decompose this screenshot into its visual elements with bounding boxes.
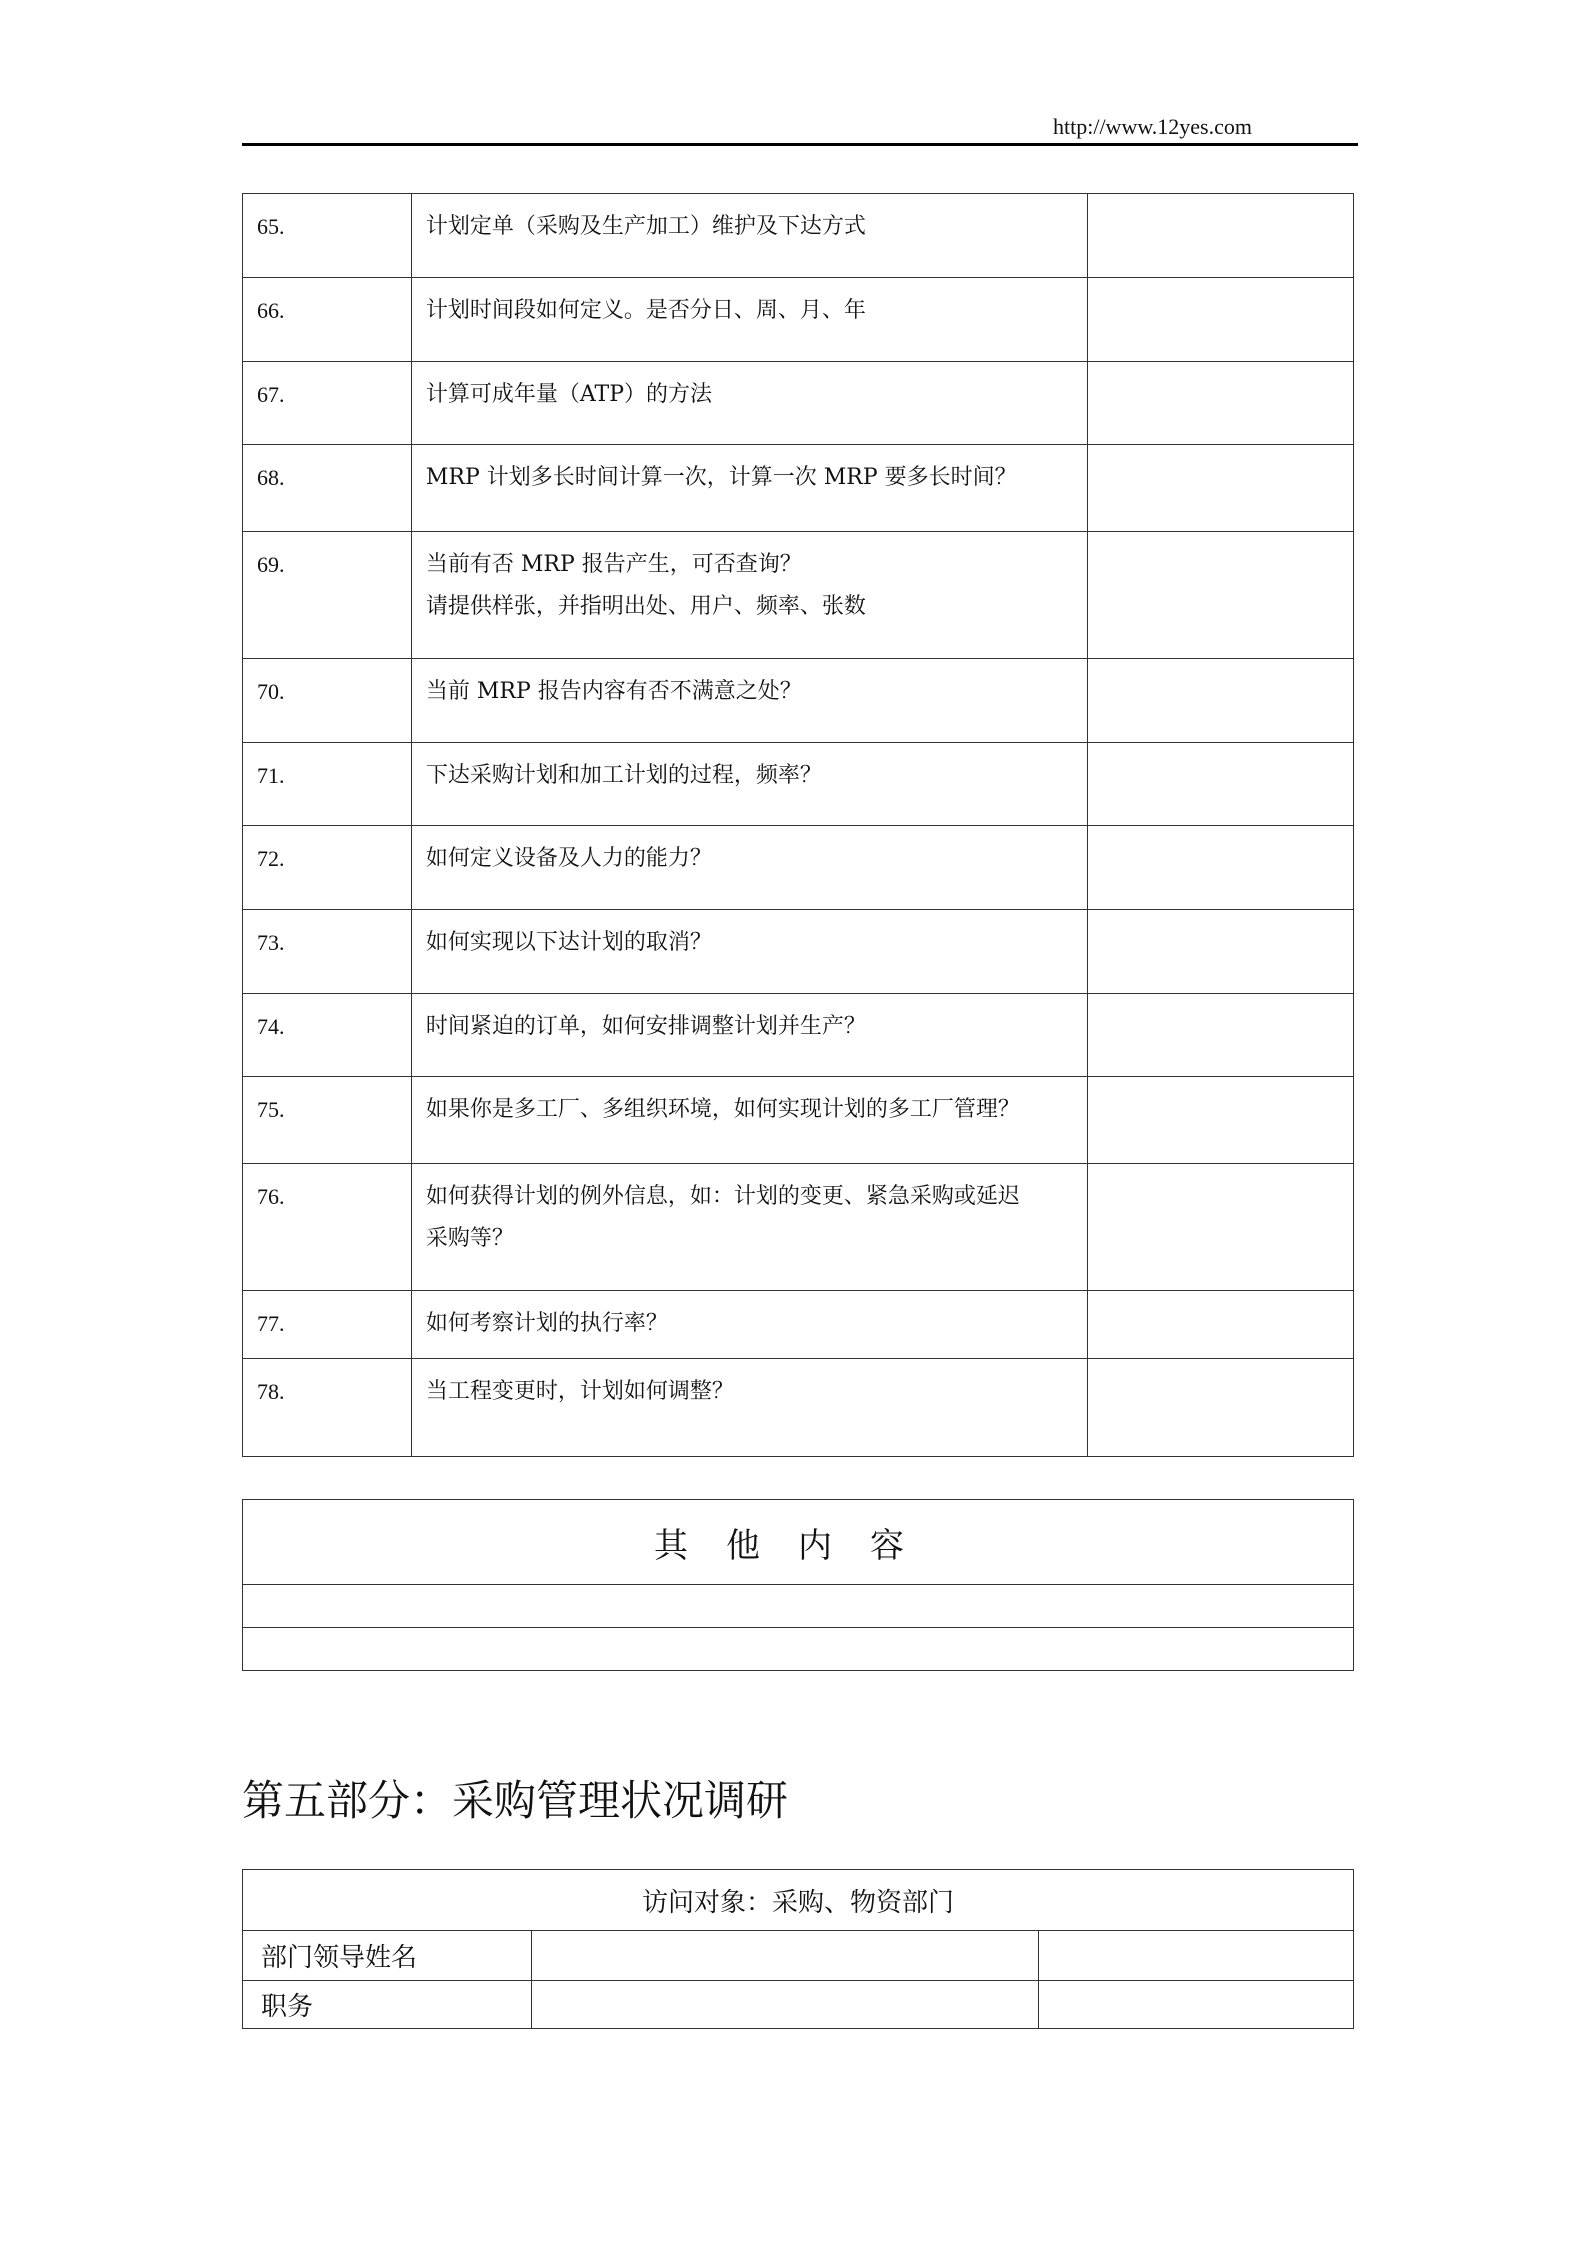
question-text (411, 994, 1087, 1077)
answer-cell[interactable] (1088, 994, 1354, 1077)
question-line: 如何实现以下达计划的取消？ (425, 930, 712, 955)
question-text (411, 910, 1087, 994)
interview-table (242, 1869, 1354, 2029)
field-label: 职务 (243, 1981, 532, 2029)
question-number: 68. (243, 445, 412, 532)
answer-cell[interactable] (1088, 532, 1354, 659)
question-line: 当前有否 MRP 报告产生，可否查询？ (425, 552, 802, 577)
answer-cell[interactable] (1088, 445, 1354, 532)
answer-cell[interactable] (1088, 1164, 1354, 1291)
question-number: 72. (243, 826, 412, 910)
field-value[interactable] (531, 1981, 1039, 2029)
interview-target: 访问对象：采购、物资部门 (243, 1870, 1354, 1931)
question-text (411, 826, 1087, 910)
table-row (243, 278, 1354, 362)
field-extra[interactable] (1039, 1931, 1354, 1981)
table-row (243, 1077, 1354, 1164)
question-text (411, 1077, 1087, 1164)
table-row (243, 1359, 1354, 1457)
question-number: 69. (243, 532, 412, 659)
question-line: 如何考察计划的执行率？ (425, 1311, 668, 1336)
question-line: 当工程变更时，计划如何调整？ (425, 1379, 734, 1404)
question-text (411, 1359, 1087, 1457)
table-row (243, 659, 1354, 743)
table-row (243, 826, 1354, 910)
question-line: 采购等？ (425, 1226, 514, 1251)
other-content-title: 其他内容 (243, 1500, 1354, 1585)
question-line: 请提供样张，并指明出处、用户、频率、张数 (425, 594, 866, 619)
table-row (243, 532, 1354, 659)
question-text (411, 445, 1087, 532)
question-line: 下达采购计划和加工计划的过程，频率？ (425, 763, 822, 788)
answer-cell[interactable] (1088, 910, 1354, 994)
question-line: 如果你是多工厂、多组织环境，如何实现计划的多工厂管理？ (425, 1097, 1020, 1122)
question-text (411, 194, 1087, 278)
field-label: 部门领导姓名 (243, 1931, 532, 1981)
question-line: 如何获得计划的例外信息，如：计划的变更、紧急采购或延迟 (425, 1184, 1020, 1209)
answer-cell[interactable] (1088, 659, 1354, 743)
header-rule (242, 143, 1358, 146)
answer-cell[interactable] (1088, 743, 1354, 826)
answer-cell[interactable] (1088, 278, 1354, 362)
question-text (411, 743, 1087, 826)
question-text (411, 659, 1087, 743)
header-url: http://www.12yes.com (1053, 114, 1252, 139)
question-number: 76. (243, 1164, 412, 1291)
field-value[interactable] (531, 1931, 1039, 1981)
question-line: 如何定义设备及人力的能力？ (425, 846, 712, 871)
question-number: 77. (243, 1291, 412, 1359)
questions-table (242, 193, 1354, 1457)
field-extra[interactable] (1039, 1981, 1354, 2029)
other-content-row (243, 1628, 1354, 1671)
question-line: 计算可成年量（ATP）的方法 (425, 382, 713, 407)
answer-cell[interactable] (1088, 826, 1354, 910)
section-heading: 第五部分：采购管理状况调研 (242, 1776, 789, 1825)
other-content-row (243, 1585, 1354, 1628)
question-number: 78. (243, 1359, 412, 1457)
table-row (243, 994, 1354, 1077)
question-text (411, 532, 1087, 659)
question-number: 70. (243, 659, 412, 743)
question-text (411, 362, 1087, 445)
question-line: 当前 MRP 报告内容有否不满意之处？ (425, 679, 802, 704)
question-line: 计划定单（采购及生产加工）维护及下达方式 (425, 214, 866, 239)
table-row (243, 1164, 1354, 1291)
question-number: 67. (243, 362, 412, 445)
question-number: 71. (243, 743, 412, 826)
answer-cell[interactable] (1088, 362, 1354, 445)
answer-cell[interactable] (1088, 1077, 1354, 1164)
table-row (243, 910, 1354, 994)
table-row (243, 362, 1354, 445)
question-number: 74. (243, 994, 412, 1077)
question-line: MRP 计划多长时间计算一次，计算一次 MRP 要多长时间？ (425, 465, 1017, 490)
question-text (411, 1291, 1087, 1359)
question-text (411, 278, 1087, 362)
question-text (411, 1164, 1087, 1291)
question-number: 75. (243, 1077, 412, 1164)
table-row (243, 445, 1354, 532)
table-row (243, 743, 1354, 826)
question-line: 时间紧迫的订单，如何安排调整计划并生产？ (425, 1014, 866, 1039)
question-number: 65. (243, 194, 412, 278)
answer-cell[interactable] (1088, 194, 1354, 278)
table-row (243, 1291, 1354, 1359)
table-row (243, 194, 1354, 278)
answer-cell[interactable] (1088, 1359, 1354, 1457)
question-number: 73. (243, 910, 412, 994)
other-content-table (242, 1499, 1354, 1671)
question-line: 计划时间段如何定义。是否分日、周、月、年 (425, 298, 866, 323)
answer-cell[interactable] (1088, 1291, 1354, 1359)
question-number: 66. (243, 278, 412, 362)
